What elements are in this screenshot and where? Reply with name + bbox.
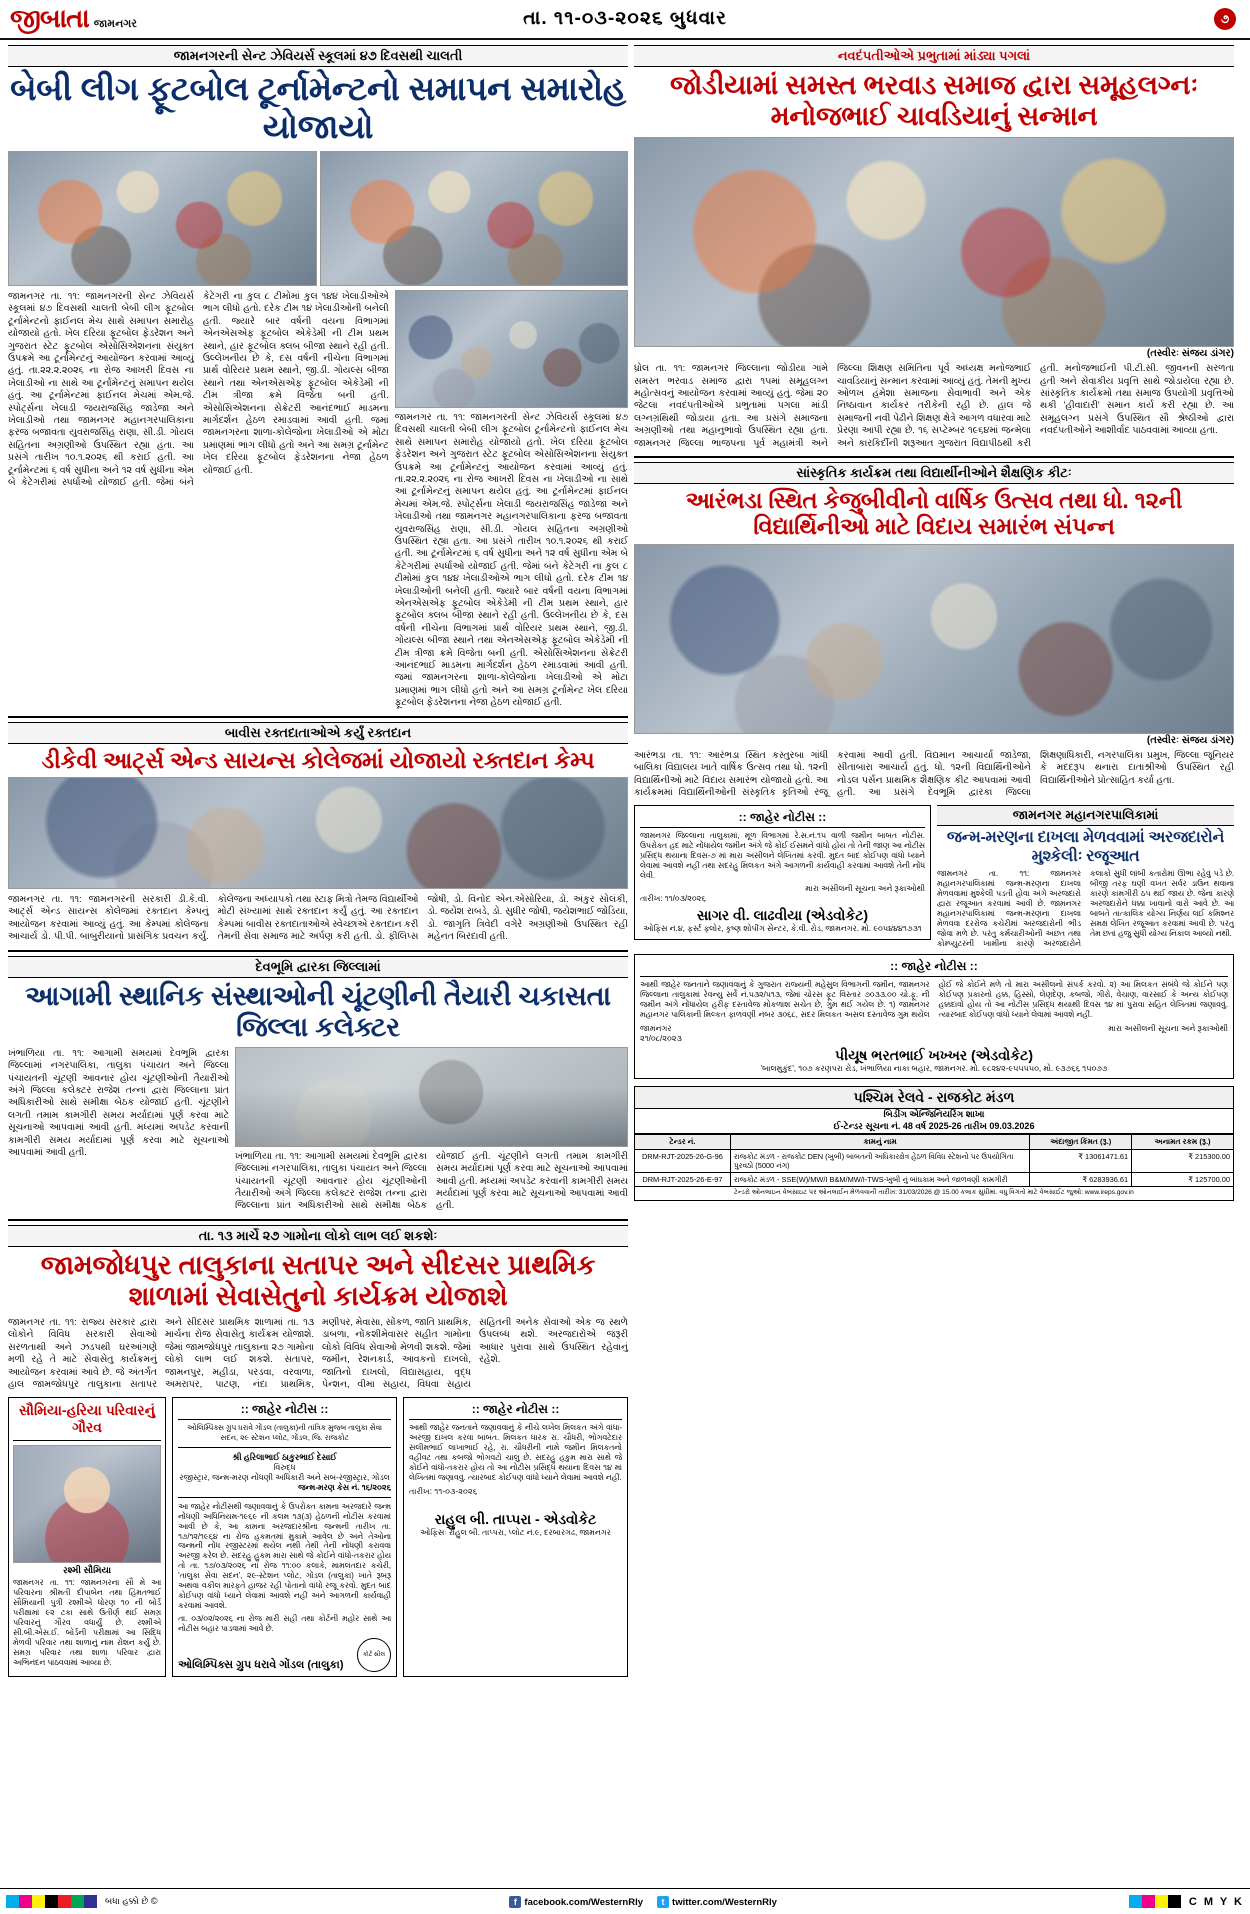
tender-row0-work: રાજકોટ મંડળ - રાજકોટ DEN (ખુબી) બાબતની અધિકારક્ષેત્ર હેઠળ વિવિધ સ્ટેશનો પર ઉપયોગિતા પુરવઠો (5000 નંગ) [730,1149,1030,1173]
somaiya-photo [13,1445,161,1563]
somaiya-body-text: જામનગર તા. ૧૧: જામનગરના સૌ મે આ પરિવારના શ્રીમતી દીપાબેન તથા હિંમતભાઈ સૌમિયાની પુત્રી રશ્મીએ ધોરણ ૧૦ ની બોર્ડ પરીક્ષામાં ૯૨ ટકા સાથે ઉતીર્ણ થઈ સમગ્ર પરિવારનું ગૌરવ વધાર્યું છે. રશ્મીએ સી.બી.એસ.ઈ. બોર્ડની પરીક્ષામાં આ સિદ્ધિ મેળવી પરિવાર તથા શાળાનું નામ રોશન કર્યું છે. સમગ્ર પરિવાર તથા શાળા પરિવાર દ્વારા અભિનંદન પાઠવવામાં આવ્યા છે. [13,1577,162,1667]
football-photo-2 [320,151,629,286]
cmyk-marks: C M Y K [1188,1895,1244,1908]
piyush-notice-client-line: મારા અસીલની સૂચના અને રૂકાઓથી [1108,1023,1228,1033]
wedding-headline: જોડીયામાં સમસ્ત ભરવાડ સમાજ દ્વારા સમૂહલગ્નઃ મનોજભાઈ ચાવડિયાનું સન્માન [670,70,1198,132]
kejuvi-photo [634,544,1234,734]
trust-notice-title: :: જાહેર નોટીસ :: [178,1402,391,1420]
piyush-notice-sign: પીયૂષ ભરતભાઈ ખખ્ખર (એડવોકેટ) [835,1046,1033,1063]
kejuvi-kicker: સાંસ્કૃતિક કાર્યક્રમ તથા વિદ્યાર્થીનીઓને શૈક્ષણિક કીટઃ [634,462,1234,484]
piyush-notice-body: આથી જાહેર જનતાને જણાવવાનું કે ગુજરાત રાજ્યની મહેસુલ વિભાગની જમીન, જામનગર જિલ્લાના તાલુકામાં રેવન્યુ સર્વે નં.૫૩૨/૫૧૩, જેમાં ચોરસ ફૂટ વિસ્તાર ૭૦૩૩.૦૦ ચો.ફૂ. ની જમીન અંગે નોંધાયેલ હરીફ દસ્તાવેજ મોકળાશ સચેત છે, ગુમ થઈ ગયેલ છે. ૧) જામનગર મહાનગર પાલિકાની મિલ્કત ફાળવણી નંબર ૩૦૬૮, સદર મિલકત અસલ દસ્તાવેજ ગુમ થયેલ હોઈ જે કોઈને મળે તો મારા અસીલનો સંપર્ક કરવો. ૨) આ મિલકત સંબંધે જે કોઈને પણ કોઈપણ પ્રકારનો હક્ક, હિસ્સો, લેણદેણ, કબજો, ગીરો, વેચાણ, વારસાઈ કે અન્ય કોઈપણ હક્કદાવો હોય તો આ નોટીસ પ્રસિદ્ધ થયાથી દિવસ ૧૪ માં પુરાવા સહિત લેખિતમાં જણાવવું. ત્યારબાદ કોઈપણ વાંધો ધ્યાને લેવામાં આવશે નહીં. [640,979,1228,1019]
rahul-notice-sign: રાહુલ બી. તાપ્પરા - એડવોકેટ [434,1511,597,1528]
wedding-photo [634,137,1234,347]
trust-notice-dateline: તા. ૦૩/૦૨/૨૦૨૬ ના રોજ મારી સહી તથા કોર્ટની મહોર સાથે આ નોટીસ બહાર પાડવામાં આવે છે. [178,1614,392,1634]
blood-headline: ડીકેવી આર્ટ્સ એન્ડ સાયન્સ કોલેજમાં યોજાયો રક્તદાન કેમ્પ [41,746,595,773]
piyush-notice-date: ૨૧/૦૮/૨૦૨૩ [640,1033,682,1043]
trust-notice-line1: શ્રી હરિલાભાઈ ઠાકુરભાઈ દેસાઈ [232,1451,337,1462]
tender-table [634,1134,1234,1187]
collector-body-text: ખંભાળિયા તા. ૧૧: આગામી સમયમાં દેવભૂમિ દ્વારકા જિલ્લામાં નગરપાલિકા, તાલુકા પંચાયત અને જિલ્લા પંચાયતની ચૂંટણી આવનાર હોય ચૂંટણીઓની તૈયારીઓ અંગે જિલ્લા કલેક્ટર રાજેશ તન્ના દ્વારા જિલ્લાના પ્રાંત અધિકારીઓ સાથે સમીક્ષા બેઠક યોજાઈ હતી. ચૂંટણીને લગતી તમામ કામગીરી સમય મર્યાદામાં પૂર્ણ કરવા માટે સૂચનાઓ આપવામાં આવી હતી. મધ્યમાં અપડેટ કરવાની કામગીરી સમય મર્યાદામાં પૂર્ણ કરવા માટે સૂચનાઓ આપવામાં આવી હતી. [8,1046,230,1158]
kejuvi-body-text: આરંભડા તા. ૧૧: આરંભડા સ્થિત કસ્તુરબા ગાંધી બાલિકા વિદ્યાલય ખાતે વાર્ષિક ઉત્સવ તથા ધો. ૧૨ની વિદ્યાર્થિનીઓ માટે વિદાય સમારંભ યોજાયો હતો. આ કાર્યક્રમમાં વિદ્યાર્થિનીઓની સંસ્કૃતિક કૃતિઓ રજૂ કરવામાં આવી હતી. વિદ્યમાન આચાર્યા જાડેજા, સીતાબારા આચાર્ય હતું. ધો. ૧૨ની વિદ્યાર્થિનીઓને નોડલ પર્સન પ્રાથમિક શૈક્ષણિક કીટ આપવામાં આવી હતી. આ પ્રસંગે દેવભૂમિ દ્વારકા જિલ્લા શિક્ષણાધિકારી, નગરપાલિકા પ્રમુખ, જિલ્લા જૂનિયર કે મદદરૂપ થનારા દાતાશ્રીઓ ઉપસ્થિત રહી વિદ્યાર્થિનીઓને પ્રોત્સાહિત કર્યા હતા. [634,748,1234,798]
right-mid-row [634,805,1234,949]
publication-date: તા. ૧૧-૦૩-૨૦૨૬ બુધવાર [523,8,727,29]
municipal-article-block [937,805,1234,949]
football-kicker: જામનગરની સેન્ટ ઝેવિયર્સ સ્કૂલમાં ૪૭ દિવસથી ચાલતી [8,45,628,67]
sagar-notice-body: જામનગર જિલ્લાના તાલુકામાં, મૂળ વિભાગમાં રે.સ.નં.૧૫ વાળી જમીન બાબત નોટીસ. ઉપરોક્ત હદ માટે નોંધાયેલ જમીન અંગે જે કોઈ ઈસમને વાંધો હોય તો તેની જાણ આ નોટીસ પ્રસિદ્ધ થયાના દિવસ-૭ માં મારા અસીલને લેખિતમાં કરવી. મુદત બાદ કોઈપણ વાંધો ધ્યાને લેવામાં આવશે નહીં તથા સદરહુ મિલકત અંગે આગળની કાર્યવાહી કરવામાં આવશે તેની નોંધ લેવી. [640,831,925,881]
tender-row1-work: રાજકોટ મંડળ - SSE(W)/MW/I B&M/MW/I-TWS-ખુબી નું બાંધકામ અને જાળવણી કામગીરી [730,1173,1030,1187]
somaiya-caption: રશ્મી સૌમિયા [63,1564,112,1575]
rahul-notice-block [403,1397,628,1677]
facebook-icon: f [509,1896,521,1908]
tender-subheader: બિડીંગ એન્જિનિયરિંગ શાખા [634,1109,1234,1120]
tender-table-header-row [635,1135,1234,1149]
right-column [634,45,1234,1870]
sevasetu-headline: જામજોધપુર તાલુકાના સતાપર અને સીદસર પ્રાથમિક શાળામાં સેવાસેતુનો કાર્યક્રમ યોજાશે [40,1249,596,1311]
article-football [8,45,628,709]
tender-col-value: અંદાજીત કિંમત (રૂ.) [1030,1135,1132,1149]
tender-row1-value: ₹ 6283936.61 [1030,1173,1132,1187]
logo-main-text: જીબાતા [10,3,89,33]
court-seal-icon: કોર્ટ સીલ [357,1638,391,1672]
sagar-notice-address: ઓફિસ નં.૪, ફર્સ્ટ ફ્લોર, કૃષ્ણ શોપીંગ સેન્ટર, કે.વી. રોડ, જામનગર. મો. ૯૦૫૪૪૪૧૭૩૧ [643,924,922,934]
color-swatches-right [1129,1895,1181,1908]
blood-kicker: બાવીસ રક્તદાતાઓએ કર્યું રક્તદાન [8,722,628,744]
masthead [0,0,1250,40]
tender-row1-no: DRM-RJT-2025-26-E-97 [635,1173,731,1187]
sagar-notice-date: ૧૧/૦૩/૨૦૨૬ [664,894,706,904]
trust-notice-subtitle: ઓલિમ્પિક્સ ગ્રુપ ધરાવે ગોંડલ (તાલુકા)ની તાંત્રિક મુજબ તાલુકા સેવા સદન, ૨૯ સ્ટેશન પ્લોટ, ગોંડલ, જિ. રાજકોટ [187,1423,383,1442]
trust-notice-line2: વિરુદ્ધ [273,1462,296,1472]
rahul-notice-date-label: તારીખ: [409,1487,433,1497]
tender-row0-value: ₹ 13061471.61 [1030,1149,1132,1173]
footer-copyright: બધા હક્કો છે © [105,1896,158,1906]
page-footer [0,1888,1250,1914]
sagar-notice-date-line [640,894,925,904]
blood-body-text: જામનગર તા. ૧૧: જામનગરની સરકારી ડી.કે.વી. આર્ટ્સ એન્ડ સાયન્સ કોલેજમાં રક્તદાન કેમ્પનું આયોજન કરવામાં આવ્યું હતું. આ કેમ્પમાં કોલેજના આચાર્ય ડો. પી.પી. બાબુરીયાનો પ્રાસંગિક પ્રવચન કર્યું. કોલેજના અધ્યાપકો તથા સ્ટાફ મિત્રો તેમજ વિદ્યાર્થીઓ મોટી સંખ્યામાં સાથે રક્તદાન કર્યું હતું. આ રક્તદાન કેમ્પમાં બાવીસ રક્તદાતાઓએ સ્વેચ્છાએ રક્તદાન કરી તેમની સેવા સમાજ માટે અર્પણ કરી હતી. ડો. ફીલિપ્સ જોષી, ડો. વિનોદ એન.એસોરિયા, ડો. અંકુર સોલંકી, ડો. જયેશ રાબડે, ડો. સુધીર જોષી, જયેશભાઈ જોડિયા, ડો. જાગૃતિ ત્રિવેદી વગેરે અગ્રણીઓ ઉપસ્થિત રહી મહેનત બિરદાવી હતી. [8,893,628,942]
table-row [635,1173,1234,1187]
trust-notice-sign: ઓલિમ્પિક્સ ગ્રુપ ધરાવે ગોંડલ (તાલુકા) [178,1659,344,1672]
collector-photo [235,1047,628,1147]
football-photo-3 [395,290,628,408]
rahul-notice-title: :: જાહેર નોટીસ :: [409,1402,622,1420]
football-body-text: જામનગર તા. ૧૧: જામનગરની સેન્ટ ઝેવિયર્સ સ્કૂલમાં ૪૭ દિવસથી ચાલતી બેબી લીગ ફૂટબોલ ટૂર્નામેન્ટનો ફાઈનલ મેચ સાથે સમાપન સમારોહ યોજાયો હતો. ખેલ દરિયા ફૂટબોલ ફેડરેશન અને ગુજરાત સ્ટેટ ફૂટબોલ એસોસિએશનના સંયુક્ત ઉપક્રમે આ ટૂર્નામેન્ટનું આયોજન કરવામાં આવ્યું હતું. તા.૨૨.૨.૨૦૨૬ ના રોજ આખરી દિવસ ના ખેલાડીઓ ના સાથે આ ટૂર્નામેન્ટનું સમાપન થયેલ હતું. આ ટૂર્નામેન્ટમાં ફાઈનલ મેચમાં એમ.જે. સ્પોર્ટ્સના ખેલાડી જયરાજસિંહ જાડેજા અને ખેલાડીઓ તથા જામનગર મહાનગરપાલિકાના ફરજ બજાવતા યુવરાજસિંહ રાણા, સી.ડી. ગોયલ સહિતના અગ્રણીઓ ઉપસ્થિત રહ્યા હતા. આ પ્રસંગે તારીખ ૧૦.૧.૨૦૨૬ થી કરાઈ હતી. આ ટૂર્નામેન્ટમાં ૬ વર્ષ સુધીના અને ૧૨ વર્ષ સુધીના એમ બે કેટેગરીમાં સ્પર્ધાઓ યોજાઈ હતી. જેમાં બંને કેટેગરી ના કુલ ૮ ટીમોમાં કુલ ૧૪૪ ખેલાડીઓએ ભાગ લીધો હતો. દરેક ટીમ ૧૪ ખેલાડીઓની બનેલી હતી. જ્યારે બાર વર્ષની વયના વિભાગમાં એનએસએફ ફૂટબોલ એકેડેમી ની ટીમ પ્રથમ સ્થાને, હાર ફૂટબોલ ક્લબ બીજા સ્થાને રહી હતી. ઉલ્લેખનીય છે કે, દસ વર્ષની નીચેના વિભાગમાં પ્રાર્થ વોરિયર પ્રથમ સ્થાને, જી.ડી. ગોયલ્સ બીજા સ્થાને તથા એનએસએફ ફૂટબોલ એકેડેમી ની ટીમ ત્રીજા ક્રમે વિજેતા બની હતી. એસોસિએશનના સેક્રેટરી આનંદભાઈ માડમના માર્ગદર્શન હેઠળ રમાડવામાં આવી હતી. જમાં જામનગરના શાળા-કોલેજોના ખેલાડીઓ એ મોટા પ્રમાણમાં ભાગ લીધો હતો અને આ સમગ્ર ટૂર્નામેન્ટ ખેલ દરિયા ફૂટબોલ ફેડરેશનના નેજા હેઠળ યોજાઈ હતી. [8,289,389,487]
football-body-text-2: જામનગર તા. ૧૧: જામનગરની સેન્ટ ઝેવિયર્સ સ્કૂલમાં ૪૭ દિવસથી ચાલતી બેબી લીગ ફૂટબોલ ટૂર્નામેન્ટનો ફાઈનલ મેચ સાથે સમાપન સમારોહ યોજાયો હતો. ખેલ દરિયા ફૂટબોલ ફેડરેશન અને ગુજરાત સ્ટેટ ફૂટબોલ એસોસિએશનના સંયુક્ત ઉપક્રમે આ ટૂર્નામેન્ટનું આયોજન કરવામાં આવ્યું હતું. તા.૨૨.૨.૨૦૨૬ ના રોજ આખરી દિવસ ના ખેલાડીઓ ના સાથે આ ટૂર્નામેન્ટનું સમાપન થયેલ હતું. આ ટૂર્નામેન્ટમાં ફાઈનલ મેચમાં એમ.જે. સ્પોર્ટ્સના ખેલાડી જયરાજસિંહ જાડેજા અને ખેલાડીઓ તથા જામનગર મહાનગરપાલિકાના ફરજ બજાવતા યુવરાજસિંહ રાણા, સી.ડી. ગોયલ સહિતના અગ્રણીઓ ઉપસ્થિત રહ્યા હતા. આ પ્રસંગે તારીખ ૧૦.૧.૨૦૨૬ થી કરાઈ હતી. આ ટૂર્નામેન્ટમાં ૬ વર્ષ સુધીના અને ૧૨ વર્ષ સુધીના એમ બે કેટેગરીમાં સ્પર્ધાઓ યોજાઈ હતી. જેમાં બંને કેટેગરી ના કુલ ૮ ટીમોમાં કુલ ૧૪૪ ખેલાડીઓએ ભાગ લીધો હતો. દરેક ટીમ ૧૪ ખેલાડીઓની બનેલી હતી. જ્યારે બાર વર્ષની વયના વિભાગમાં એનએસએફ ફૂટબોલ એકેડેમી ની ટીમ પ્રથમ સ્થાને, હાર ફૂટબોલ ક્લબ બીજા સ્થાને રહી હતી. ઉલ્લેખનીય છે કે, દસ વર્ષની નીચેના વિભાગમાં પ્રાર્થ વોરિયર પ્રથમ સ્થાને, જી.ડી. ગોયલ્સ બીજા સ્થાને તથા એનએસએફ ફૂટબોલ એકેડેમી ની ટીમ ત્રીજા ક્રમે વિજેતા બની હતી. એસોસિએશનના સેક્રેટરી આનંદભાઈ માડમના માર્ગદર્શન હેઠળ રમાડવામાં આવી હતી. જમાં જામનગરના શાળા-કોલેજોના ખેલાડીઓ એ મોટા પ્રમાણમાં ભાગ લીધો હતો અને આ સમગ્ર ટૂર્નામેન્ટ ખેલ દરિયા ફૂટબોલ ફેડરેશનના નેજા હેઠળ યોજાઈ હતી. [394,410,628,708]
municipal-headline: જન્મ-મરણના દાખલા મેળવવામાં અરજદારોને મુશ્કેલીઃ રજૂઆત [946,829,1225,865]
trust-notice-line3: રજીસ્ટ્રાર, જન્મ-મરણ નોંધણી અધિકારી અને સબ-રજીસ્ટ્રાર, ગોંડલ [179,1472,390,1482]
article-collector [8,950,628,1212]
somaiya-block [8,1397,166,1677]
tender-col-emd: અનામત રકમ (રૂ.) [1132,1135,1234,1149]
football-body-wrap [8,290,628,709]
tender-col-no: ટેન્ડર નં. [635,1135,731,1149]
trust-notice-body: આ જાહેર નોટીસથી જણાવવાનું કે ઉપરોક્ત કામના અરજદારે જન્મ નોંધણી અધિનિયમ-૧૯૬૯ ની કલમ ૧૩(૩) હેઠળની નોટીસ કરવામાં આવી છે કે, આ કામના અરજદારશ્રીના જન્મની તારીખ તા. ૧૭/૧૨/૧૯૬૪ ના રોજ હકમતમાં મુકામે આવેલ છે અને તેઓના જન્મની નોંધ રજીસ્ટરમાં થયેલ નથી તેથી તેની નોંધણી કરાવવા અરજી કરેલ છે. સદરહુ હુકમ મારા સાથે જે કોઈને વાંધો-તકરાર હોય તો તા. ૧૭/૦૩/૨૦૨૬ ના રોજ ૧૧:૦૦ કલાકે, મામલતદાર કચેરી, 'તાલુકા સેવા સદન', ૨૯-સ્ટેશન પ્લોટ, ગોંડલ (તાલુકા) ખાતે રૂબરૂ અથવા વકીલ મારફતે હાજર રહી પોતાનો વાંધો રજૂ કરવો. મુદત બાદ કોઈપણ વાંધો ધ્યાને લેવામાં આવશે નહીં અને આગળની કાર્યવાહી કરવામાં આવશે. [178,1501,392,1611]
footer-social [509,1896,777,1908]
rahul-notice-date: ૧૧-૦૩-૨૦૨૬ [434,1487,478,1497]
wedding-body-text: ધ્રોલ તા. ૧૧: જામનગર જિલ્લાના જોડીયા ગામે સમસ્ત ભરવાડ સમાજ દ્વારા ૧૫માં સમૂહલગ્ન મહોત્સવનું આયોજન કરવામાં આવ્યું હતું. જેમાં ૨૦ જેટલા નવદંપતીઓએ પ્રભુતામાં પગલા માંડી લગ્નગ્રંથિથી જોડાયા હતા. આ પ્રસંગે સમાજના અગ્રણીઓ તથા મહાનુભાવો ઉપસ્થિત રહ્યા હતા. જામનગર જિલ્લા ભાજપના પૂર્વ મહામંત્રી અને જિલ્લા શિક્ષણ સમિતિના પૂર્વ અધ્યક્ષ મનોજભાઈ ચાવડિયાનું સન્માન કરવામાં આવ્યું હતું. તેમની મુખ્ય ઓળખ હંમેશા સમાજના સેવાભાવી અને એક નિષ્ઠાવાન કાર્યકર તરીકેની રહી છે. હાલ જે સમાજની નવી પેઢીને શિક્ષણ ક્ષેત્રે આગળ વધારવા માટે પ્રેરણા આપી રહ્યા છે. ૧૬ સપ્ટેમ્બર ૧૯૬૪માં જન્મેલા અને કારકિર્દીની શરૂઆત ગુજરાત વિદ્યાપીઠથી કરી હતી. મનોજભાઈની પી.ટી.સી. જીવનની સરળતા હતી અને સેવાકીય પ્રવૃત્તિ સાથે જોડાયેલા રહ્યા છે. સાંસ્કૃતિક કાર્યક્રમો તથા સમાજ ઉપયોગી પ્રવૃત્તિઓ થકી 'હીવાદારી' સમાન કાર્ય કરી રહ્યા છે. આ સમૂહલગ્ન પ્રસંગે ઉપસ્થિત સૌ શ્રેષ્ઠીઓ દ્વારા નવદંપતીઓને આશીર્વાદ પાઠવવામાં આવ્યા હતા. [634,362,1234,448]
logo-edition-text: જામનગર [93,17,137,30]
collector-kicker: દેવભૂમિ દ્વારકા જિલ્લામાં [8,956,628,978]
municipal-kicker: જામનગર મહાનગરપાલિકામાં [937,805,1234,826]
blood-photo [8,777,628,889]
page-content [0,40,1250,1870]
tender-row0-no: DRM-RJT-2025-26-G-96 [635,1149,731,1173]
piyush-notice-block [634,954,1234,1079]
twitter-icon: t [657,1896,669,1908]
tender-footer-note: ટેન્ડરો ઓનલાઇન વેબસાઇટ પર ઓનલાઈન મેળવવાની તારીખ: 31/03/2026 @ 15.00 કલાક સુધીમાં. વધુ વિગતો માટે વેબસાઈટ જુઓ: www.ireps.gov.in [634,1187,1234,1201]
football-photo-1 [8,151,317,286]
tender-col-work: કામનું નામ [730,1135,1030,1149]
sagar-notice-date-label: તારીખ: [640,894,663,904]
wedding-photo-credit: (તસ્વીરઃ સંજય ડાંગર) [1146,348,1234,360]
sagar-notice-client-line: મારા અસીલની સૂચના અને રૂકાઓથી [805,884,925,894]
kejuvi-photo-credit: (તસ્વીરઃ સંજય ડાંગર) [1146,734,1234,746]
twitter-handle: twitter.com/WesternRly [672,1896,777,1908]
facebook-handle: facebook.com/WesternRly [524,1896,644,1908]
tender-advert [634,1086,1234,1201]
trust-notice-block [172,1397,397,1677]
tender-title: ઈ-ટેન્ડર સૂચના નં. 48 વર્ષ 2025-26 તારીખ 09.03.2026 [634,1120,1234,1134]
left-bottom-row [8,1397,628,1677]
tender-header: પશ્ચિમ રેલવે - રાજકોટ મંડળ [634,1086,1234,1109]
article-kejuvi [634,456,1234,799]
sevasetu-kicker: તા. ૧૩ માર્ચે ૨૭ ગામોના લોકો લાભ લઈ શકશેઃ [8,1225,628,1247]
color-swatches [6,1895,97,1908]
piyush-notice-title: :: જાહેર નોટીસ :: [640,959,1228,977]
page-number-badge: ૭ [1214,8,1236,30]
collector-body-text-2: ખંભાળિયા તા. ૧૧: આગામી સમયમાં દેવભૂમિ દ્વારકા જિલ્લામાં નગરપાલિકા, તાલુકા પંચાયત અને જિલ્લા પંચાયતની ચૂંટણી આવનાર હોય ચૂંટણીઓની તૈયારીઓ અંગે જિલ્લા કલેક્ટર રાજેશ તન્ના દ્વારા જિલ્લાના પ્રાંત અધિકારીઓ સાથે સમીક્ષા બેઠક યોજાઈ હતી. ચૂંટણીને લગતી તમામ કામગીરી સમય મર્યાદામાં પૂર્ણ કરવા માટે સૂચનાઓ આપવામાં આવી હતી. મધ્યમાં અપડેટ કરવાની કામગીરી સમય મર્યાદામાં પૂર્ણ કરવા માટે સૂચનાઓ આપવામાં આવી હતી. [235,1149,628,1211]
wedding-kicker: નવદંપતીઓએ પ્રભુતામાં માંડ્યા પગલાં [634,45,1234,67]
article-blood-donation [8,716,628,943]
tender-row1-emd: ₹ 125700.00 [1132,1173,1234,1187]
collector-headline: આગામી સ્થાનિક સંસ્થાઓની ચૂંટણીની તૈયારી ચકાસતા જિલ્લા કલેક્ટર [25,980,611,1042]
rahul-notice-body: આથી જાહેર જનતાને જણાવવાનું કે નીચે લખેલ મિલકત અંગે વાંધા-અરજી દાખલ કરવા બાબત. મિલકત ધારક રા. ચૌધરી, ભોગવટેદાર સલીમભાઈ લાખાભાઈ રહે, રા. ચૌધરીની નામે જમીન મિલકતનો વહીવટ તથા કબજો ભોગવટો ચાલુ છે. સદરહુ હકુમ મારા સાથે જે કોઈને વાંધો-તકરાર હોય તો આ નોટીસ પ્રસિદ્ધ થયાના દિવસ ૧૪ માં લેખિતમાં જણાવવું. ત્યારબાદ કોઈપણ વાંધો ધ્યાને લેવામાં આવશે નહીં. [409,1423,623,1483]
trust-notice-case-no: જન્મ-મરણ કેસ નં. ૧૬/૨૦૨૬ [298,1482,392,1492]
kejuvi-headline: આરંભડા સ્થિત કેજુબીવીનો વાર્ષિક ઉત્સવ તથા ધો. ૧૨ની વિદ્યાર્થિનીઓ માટે વિદાય સમારંભ સંપન્ન [685,486,1183,540]
piyush-notice-address: 'બાલમુકુંદ', ૧૦૭ કરણપરા રોડ, ખંભાળિયા નાકા બહાર, જામનગર. મો. ૯૮૨૪૨-૯૫૫૫૫૦, મો. ૯૩૭૬૬ ૧૫૦૭૭ [760,1063,1108,1073]
twitter-link[interactable] [657,1896,777,1908]
facebook-link[interactable] [509,1896,643,1908]
somaiya-title: સૌમિયા-હરિયા પરિવારનું ગૌરવ [19,1402,156,1436]
football-photo-strip [8,151,628,286]
article-sevasetu [8,1219,628,1391]
tender-row0-emd: ₹ 215300.00 [1132,1149,1234,1173]
newspaper-logo [10,4,137,35]
table-row [635,1149,1234,1173]
piyush-notice-place: જામનગર [640,1023,672,1033]
sagar-notice-sign: સાગર વી. લાઢવીયા (એડવોકેટ) [696,907,869,924]
left-column [8,45,628,1870]
article-wedding [634,45,1234,449]
sevasetu-body-text: જામનગર તા. ૧૧: રાજ્ય સરકાર દ્વારા લોકોને વિવિધ સરકારી સેવાઓ સરળતાથી અને ઝડપથી ઘરઆંગણે મળી રહે તે માટે સેવાસેતુ કાર્યક્રમનું આયોજન કરવામાં આવે છે. જે અંતર્ગત હાલ જામજોધપુર તાલુકાના સતાપર અને સીદસર પ્રાથમિક શાળામાં તા. ૧૩ માર્ચના રોજ સેવાસેતુ કાર્યક્રમ યોજાશે. જેમાં જામજોધપુર તાલુકાના ૨૭ ગામોના લોકો લાભ લઈ શકશે. સતાપર, જામનપુર, મહીડા, પરડવા, વરવાળા, અમરાપર, પાટણ, નંદા પ્રાથમિક, મણીપર, મેવાસા, સોંકળ, જાતિ પ્રાથમિક, ડાબળા, નોંકશીમેવાસર સહીત ગામોના લોકો વિવિધ સેવાઓ મેળવી શકશે. જેમાં જમીન, રેશનકાર્ડ, આવકનો દાખલો, જાતિનો દાખલો, વિદ્યાસહાય, વૃદ્ધ પેન્શન, વીમા સહાય, વિધવા સહાય સહિતની અનેક સેવાઓ એક જ સ્થળે ઉપલબ્ધ થશે. અરજદારોએ જરૂરી આધાર પુરાવા સાથે ઉપસ્થિત રહેવાનું રહેશે. [8,1315,628,1389]
municipal-body-text: જામનગર તા. ૧૧: જામનગર મહાનગરપાલિકામાં જન્મ-મરણના દાખલા મેળવવામાં મુશ્કેલી પડતી હોવા અંગે અરજદારો દ્વારા રજૂઆત કરવામાં આવી છે. જામનગર મહાનગરપાલિકામાં જન્મ-મરણના દાખલા મેળવવા દરરોજ કચેરીમાં અરજદારોની ભીડ જોવા મળે છે. પરંતુ કર્મચારીઓની અછત તથા કોમ્પ્યુટરની ખામીના કારણે અરજદારોને કલાકો સુધી લાંબી કતારોમાં ઊભા રહેવું પડે છે. બીજી તરફ ઘણી વખત સર્વર ડાઉન થવાના કારણે કામગીરી ઠપ થઈ જાય છે. જેના કારણે અરજદારોને ધક્કા ખાવાનો વારો આવે છે. આ બાબતે તાત્કાલિક યોગ્ય નિર્ણય લઈ કમિશ્નર સમક્ષ લેખિત રજૂઆત કરવામાં આવી છે. પરંતુ તેમ છતાં હજુ સુધી યોગ્ય નિકાલ આવ્યો નથી. [937,869,1234,948]
football-headline: બેબી લીગ ફૂટબોલ ટૂર્નામેન્ટનો સમાપન સમારોહ યોજાયો [10,70,626,145]
rahul-notice-address: ઓફિસઃ રાહુલ બી. તાપ્પરા, પ્લોટ નં.૯, દરબારગઢ, જામનગર [420,1528,611,1538]
sagar-notice-block [634,805,931,949]
rahul-notice-date-line [409,1487,622,1497]
sagar-notice-title: :: જાહેર નોટીસ :: [640,810,925,828]
